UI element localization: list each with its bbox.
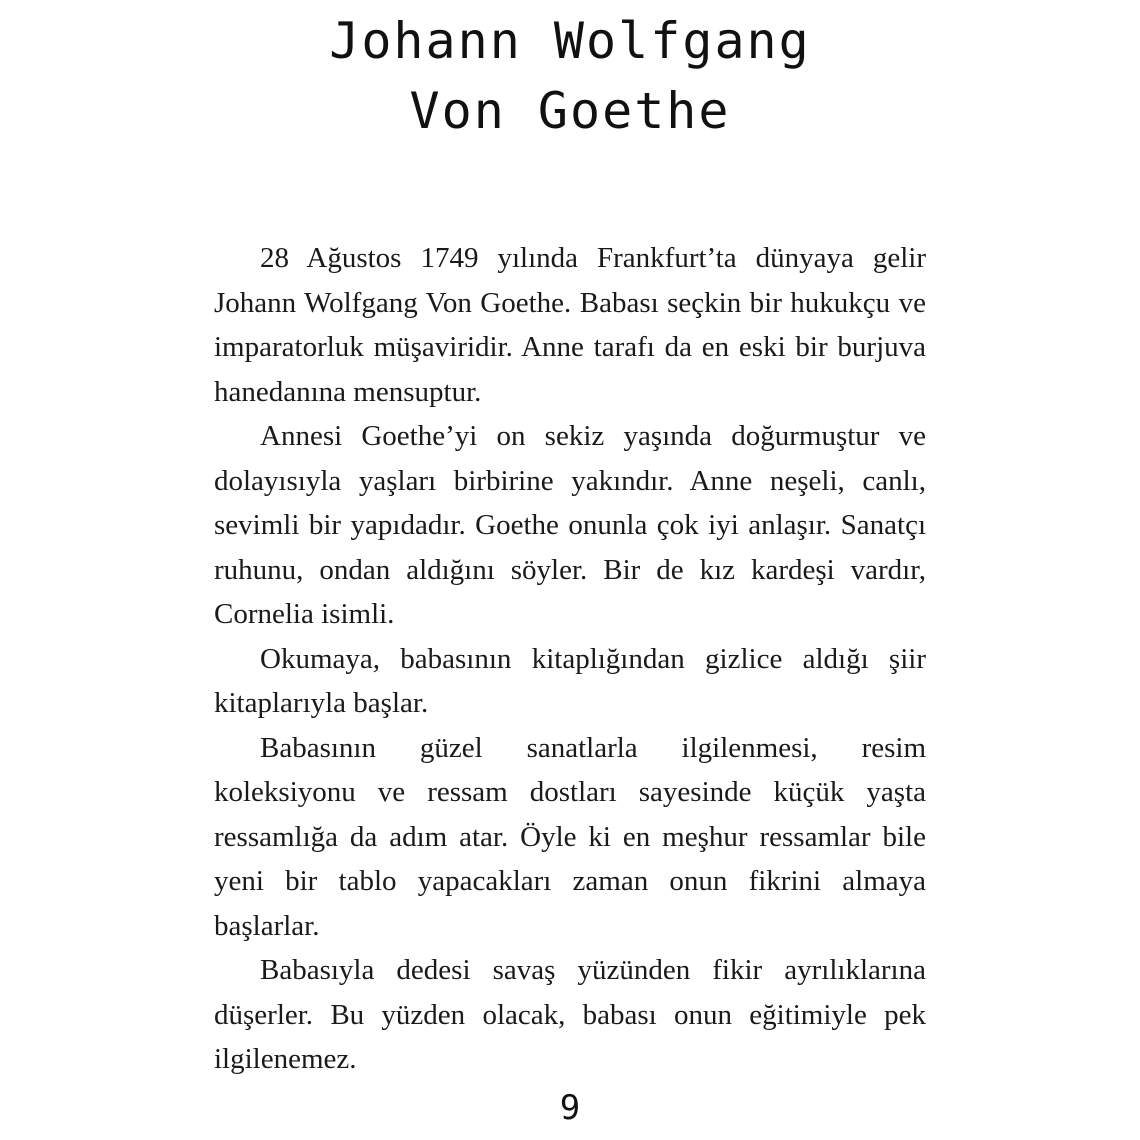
page-number: 9 [559, 1088, 581, 1128]
paragraph: 28 Ağustos 1749 yılında Frankfurt’ta dünyaya gelir Johann Wolfgang Von Goethe. Babası seçkin bir hukukçu ve imparatorluk müşaviridir. Anne tarafı da en eski bir burjuva hanedanına mensuptur. [214, 242, 926, 408]
paragraph: Babasının güzel sanatlarla ilgilenmesi, resim koleksiyonu ve ressam dostları sayesinde küçük yaşta ressamlığa da adım atar. Öyle ki en meşhur ressamlar bile yeni bir tablo yapacakları zaman onun fikrini almaya başlarlar. [214, 731, 926, 942]
paragraph: Okumaya, babasının kitaplığından gizlice aldığı şiir kitaplarıyla başlar. [214, 642, 926, 719]
paragraph: Babasıyla dedesi savaş yüzünden fikir ayrılıklarına düşerler. Bu yüzden olacak, babası onun eğitimiyle pek ilgilenemez. [214, 954, 926, 1075]
body-text [214, 236, 926, 1082]
paragraph: Annesi Goethe’yi on sekiz yaşında doğurmuştur ve dolayısıyla yaşları birbirine yakındır. Anne neşeli, canlı, sevimli bir yapıdadır. Goethe onunla çok iyi anlaşır. Sanatçı ruhunu, ondan aldığını söyler. Bir de kız kardeşi vardır, Cornelia isimli. [214, 420, 926, 630]
chapter-title-line-1: Johann Wolfgang [329, 12, 811, 70]
chapter-title-line-2: Von Goethe [409, 82, 731, 140]
